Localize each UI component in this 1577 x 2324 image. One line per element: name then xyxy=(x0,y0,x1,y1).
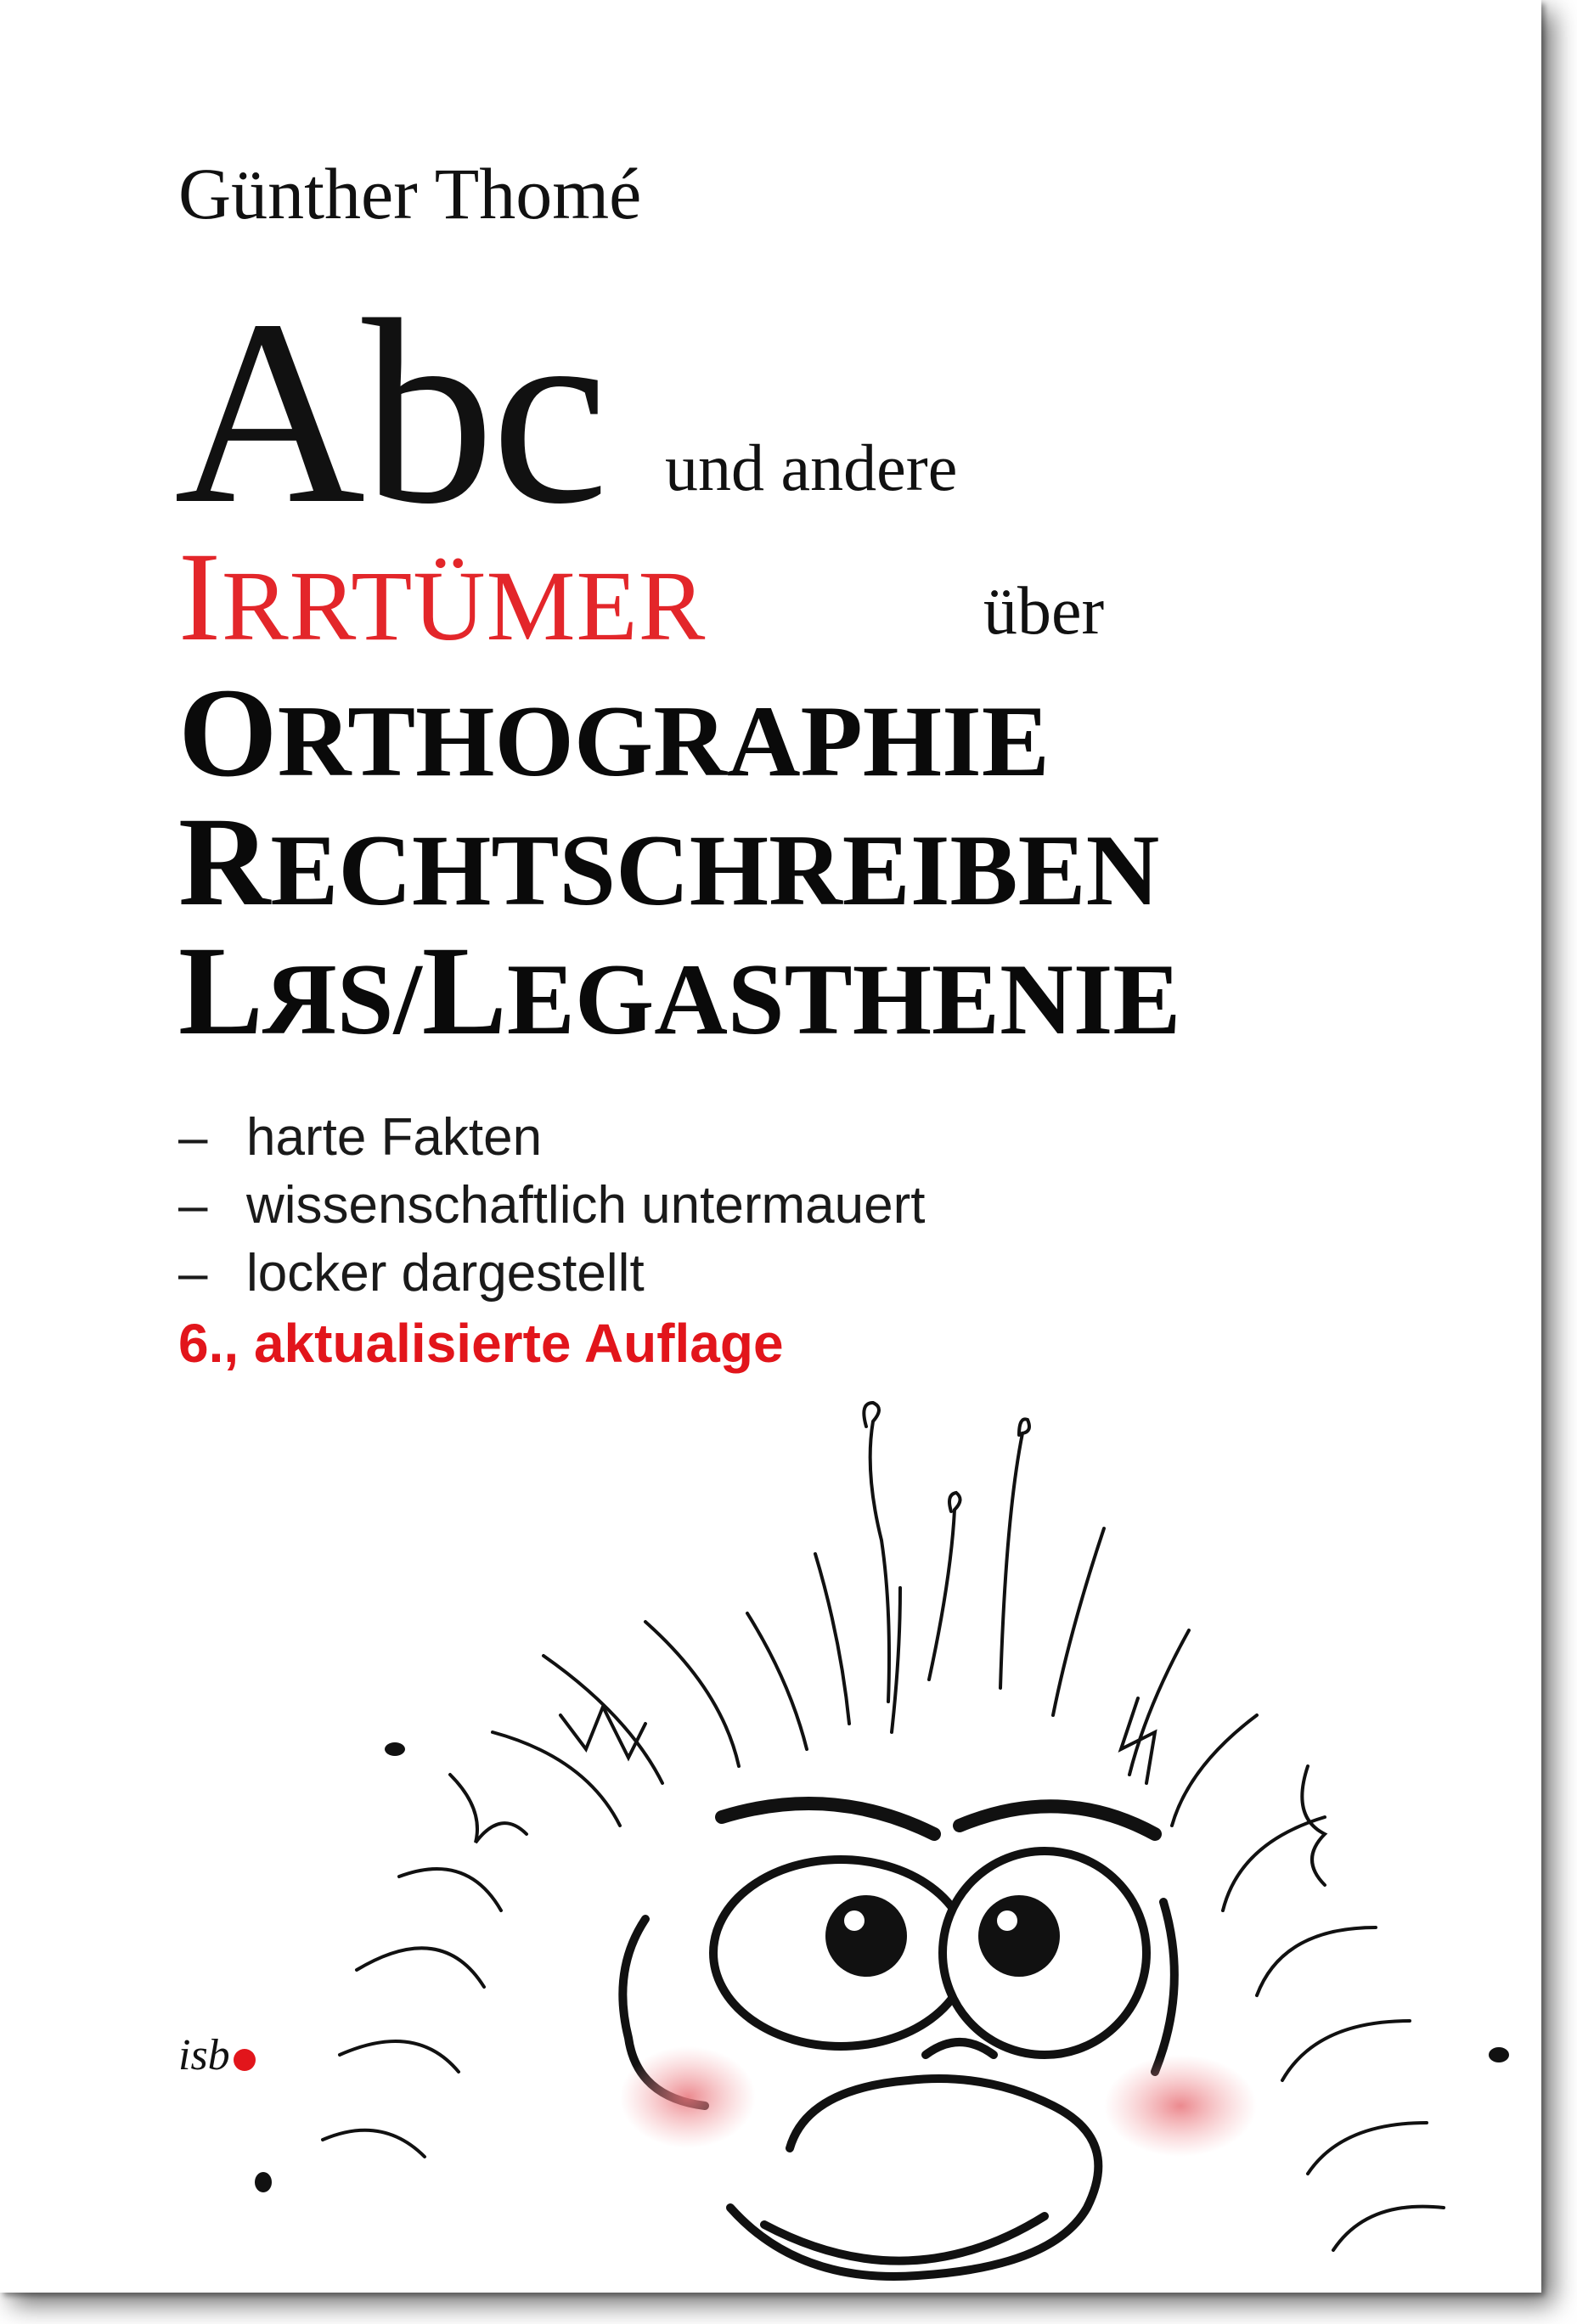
title-orthographie-initial: O xyxy=(178,662,278,803)
title-legasthenie-rest: EGASTHENIE xyxy=(506,943,1181,1055)
title-lrs-l: L xyxy=(178,920,264,1061)
title-lrs-s: S/ xyxy=(336,943,422,1055)
title-orthographie xyxy=(178,662,1050,803)
title-ueber: über xyxy=(983,574,1105,649)
right-cheek xyxy=(1104,2055,1257,2157)
feature-dash: – xyxy=(178,1176,208,1235)
title-lrs-legasthenie xyxy=(178,920,1181,1061)
cartoon-face-icon xyxy=(0,1376,1541,2293)
eyebrows xyxy=(722,1803,1155,1834)
title-irrtuemer-initial: I xyxy=(178,526,222,667)
title-irrtuemer xyxy=(178,526,707,667)
title-und-andere: und andere xyxy=(665,430,958,504)
feature-text: locker dargestellt xyxy=(246,1244,645,1303)
title-rechtschreiben-rest: ECHTSCHREIBEN xyxy=(270,813,1160,926)
edition-label: 6., aktualisierte Auflage xyxy=(178,1313,784,1374)
eyes xyxy=(713,1851,1146,2055)
feature-list xyxy=(178,1104,925,1308)
publisher-logo xyxy=(178,2031,256,2079)
title-rechtschreiben-initial: R xyxy=(178,791,271,932)
feature-item xyxy=(178,1172,925,1240)
title-row-abc xyxy=(174,266,958,559)
title-irrtuemer-rest: RRTÜMER xyxy=(221,550,707,661)
title-lrs-mirrored-r: R xyxy=(263,943,337,1055)
left-cheek xyxy=(620,2046,756,2148)
title-orthographie-rest: RTHOGRAPHIE xyxy=(277,684,1050,797)
feature-text: wissenschaftlich untermauert xyxy=(246,1176,926,1235)
nose-mouth xyxy=(764,2042,1045,2261)
publisher-name: isb xyxy=(178,2031,230,2079)
title-abc: Abc xyxy=(174,266,605,559)
feature-text: harte Fakten xyxy=(246,1108,543,1167)
hair-strokes xyxy=(323,1403,1444,2250)
title-rechtschreiben xyxy=(178,791,1160,932)
publisher-dot-icon xyxy=(234,2049,256,2071)
feature-item xyxy=(178,1240,925,1308)
feature-dash: – xyxy=(178,1244,208,1303)
feature-dash: – xyxy=(178,1108,208,1167)
title-legasthenie-initial: L xyxy=(421,920,507,1061)
feature-item xyxy=(178,1104,925,1172)
author-name: Günther Thomé xyxy=(178,153,642,234)
